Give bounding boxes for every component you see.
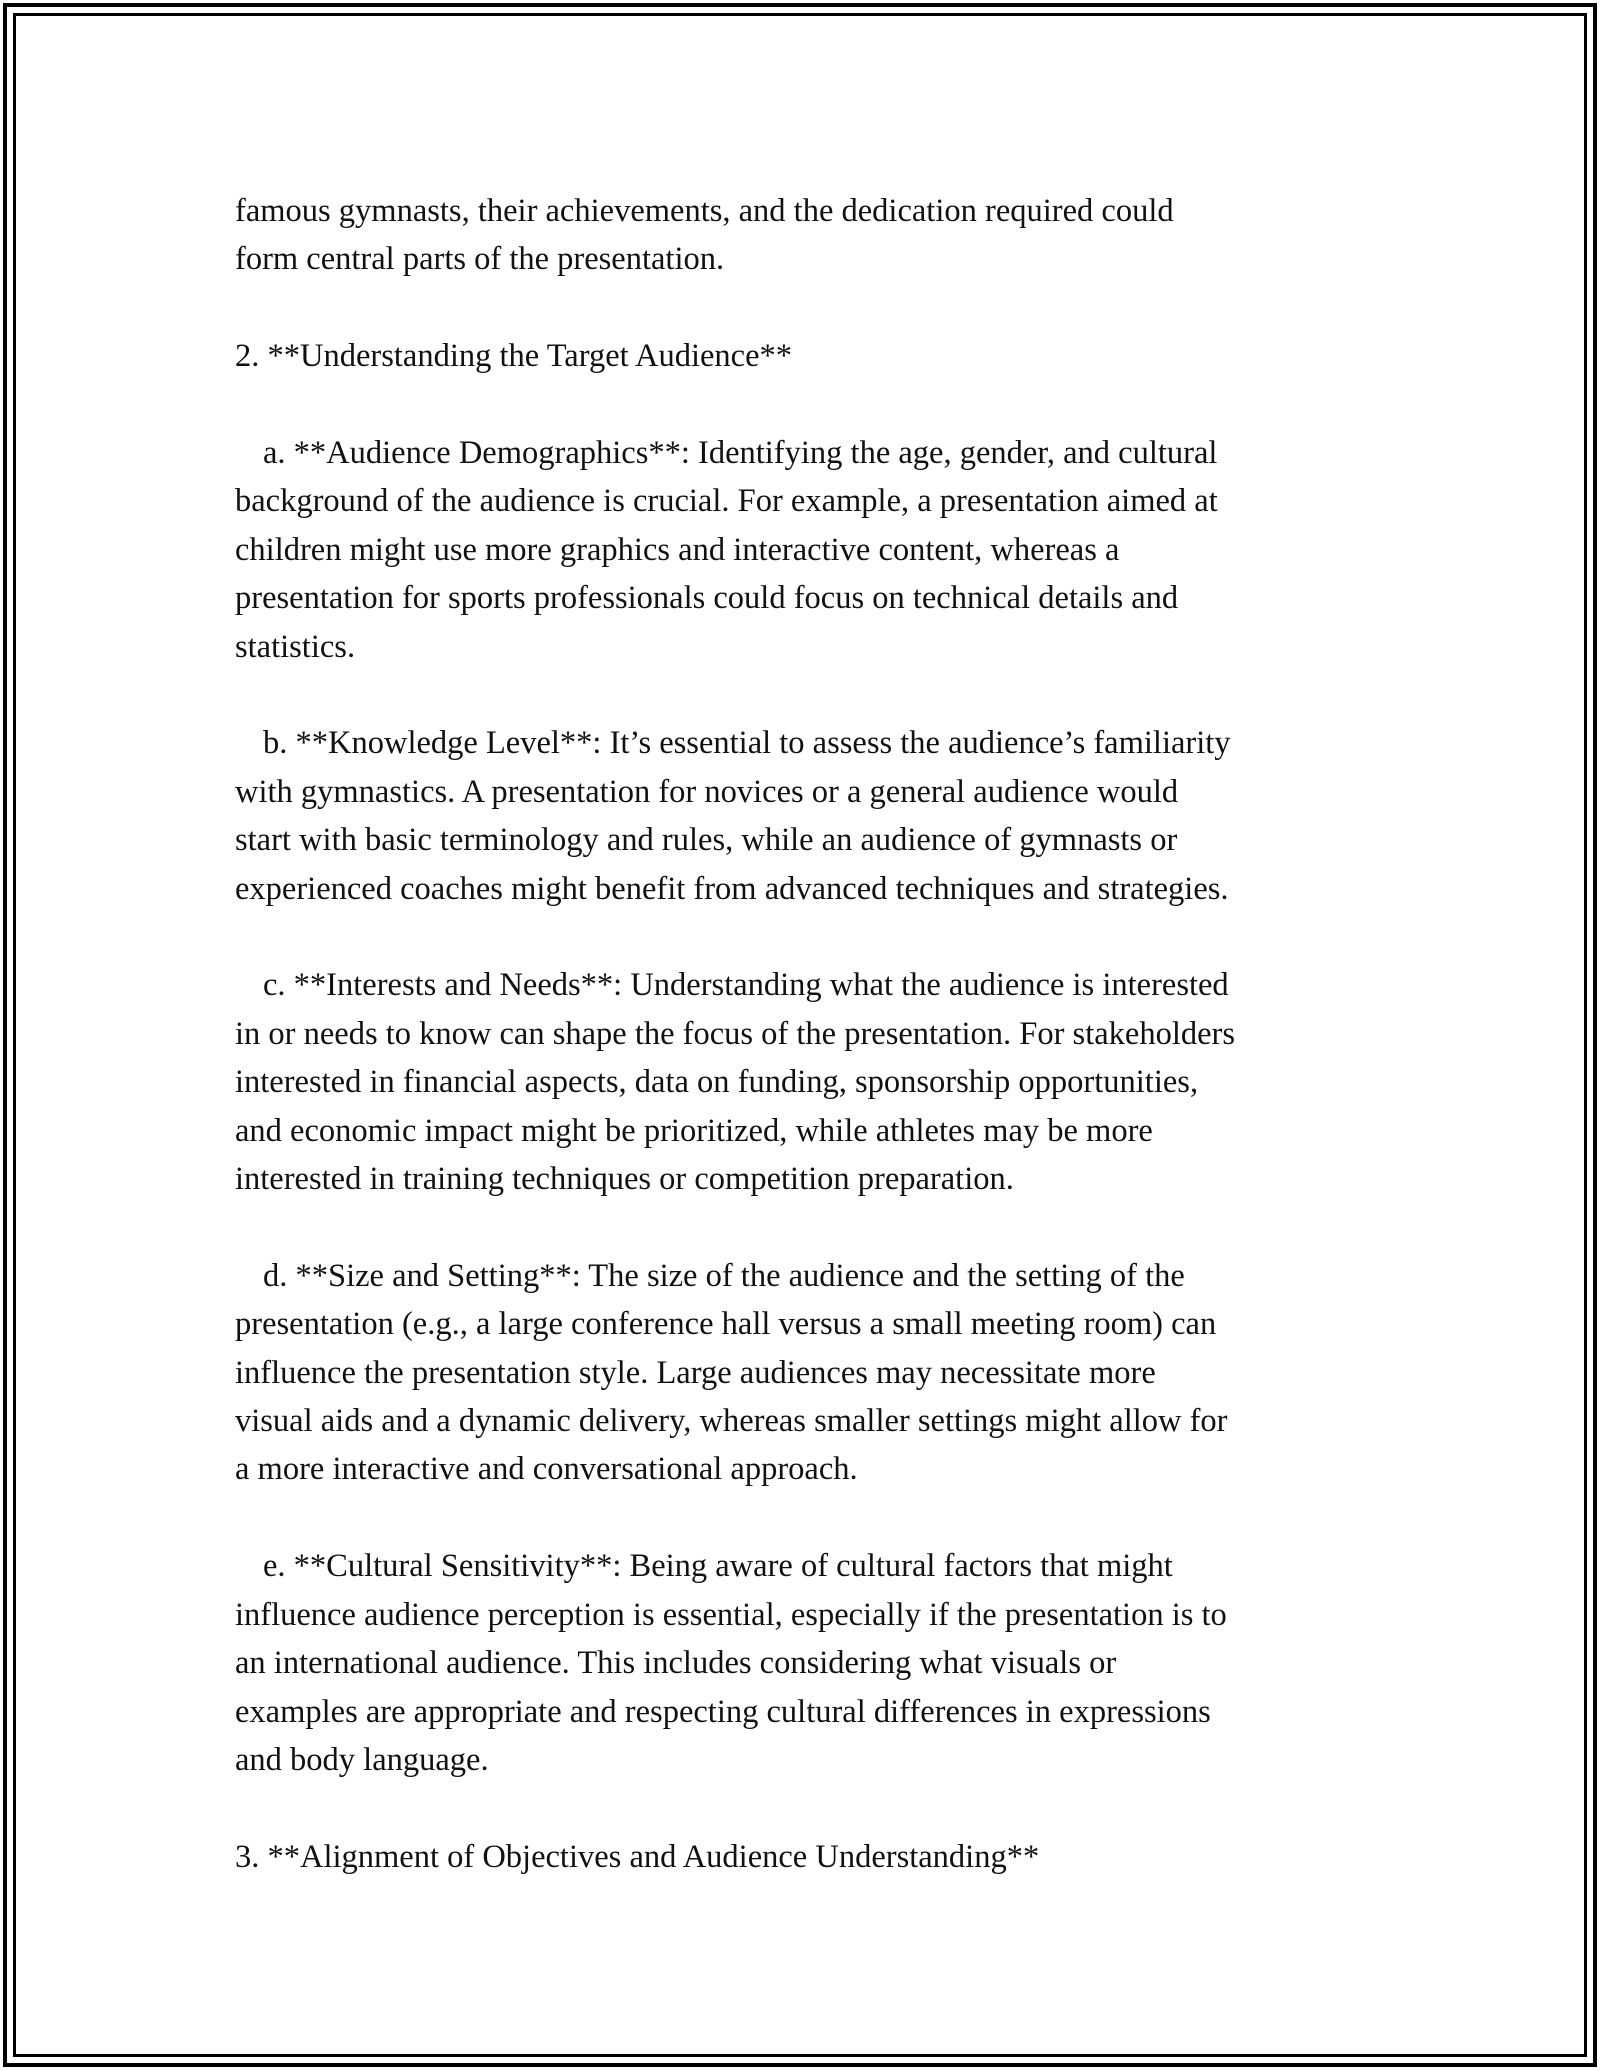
text-line: in or needs to know can shape the focus of the presentation. For stakeholders — [235, 1015, 1236, 1052]
text-line: a. **Audience Demographics**: Identifying the age, gender, and cultural — [263, 435, 1218, 471]
document-body — [235, 187, 1375, 1881]
text-line: d. **Size and Setting**: The size of the audience and the setting of the — [263, 1257, 1185, 1294]
text-line: examples are appropriate and respecting cultural differences in expressions — [235, 1693, 1211, 1730]
section-heading — [235, 332, 1375, 380]
text-line: famous gymnasts, their achievements, and the dedication required could — [235, 193, 1174, 229]
text-line: 3. **Alignment of Objectives and Audience Understanding** — [235, 1838, 1040, 1875]
text-line: statistics. — [235, 628, 356, 665]
text-line: and economic impact might be prioritized, while athletes may be more — [235, 1112, 1153, 1149]
text-line: children might use more graphics and interactive content, whereas a — [235, 531, 1120, 568]
body-paragraph — [235, 187, 1375, 284]
subpoint-paragraph — [235, 429, 1375, 671]
text-line: experienced coaches might benefit from advanced techniques and strategies. — [235, 870, 1229, 907]
section-heading — [235, 1833, 1375, 1881]
text-line: interested in financial aspects, data on funding, sponsorship opportunities, — [235, 1064, 1199, 1101]
text-line: b. **Knowledge Level**: It’s essential to assess the audience’s familiarity — [263, 725, 1231, 762]
text-line: a more interactive and conversational approach. — [235, 1451, 858, 1488]
text-line: c. **Interests and Needs**: Understanding what the audience is interested — [263, 967, 1229, 1004]
subpoint-paragraph — [235, 719, 1375, 913]
subpoint-paragraph — [235, 961, 1375, 1203]
subpoint-paragraph — [235, 1542, 1375, 1784]
text-line: and body language. — [235, 1741, 489, 1778]
text-line: influence audience perception is essential, especially if the presentation is to — [235, 1596, 1227, 1633]
text-line: presentation for sports professionals could focus on technical details and — [235, 580, 1179, 617]
subpoint-paragraph — [235, 1252, 1375, 1494]
text-line: background of the audience is crucial. For example, a presentation aimed at — [235, 483, 1218, 520]
text-line: e. **Cultural Sensitivity**: Being aware of cultural factors that might — [263, 1548, 1173, 1585]
text-line: with gymnastics. A presentation for novices or a general audience would — [235, 773, 1179, 810]
text-line: visual aids and a dynamic delivery, whereas smaller settings might allow for — [235, 1403, 1228, 1440]
text-line: presentation (e.g., a large conference hall versus a small meeting room) can — [235, 1306, 1217, 1343]
text-line: influence the presentation style. Large audiences may necessitate more — [235, 1354, 1156, 1391]
text-line: form central parts of the presentation. — [235, 241, 725, 278]
text-line: interested in training techniques or competition preparation. — [235, 1161, 1014, 1198]
text-line: 2. **Understanding the Target Audience** — [235, 338, 793, 375]
text-line: start with basic terminology and rules, while an audience of gymnasts or — [235, 822, 1178, 859]
text-line: an international audience. This includes considering what visuals or — [235, 1645, 1117, 1682]
